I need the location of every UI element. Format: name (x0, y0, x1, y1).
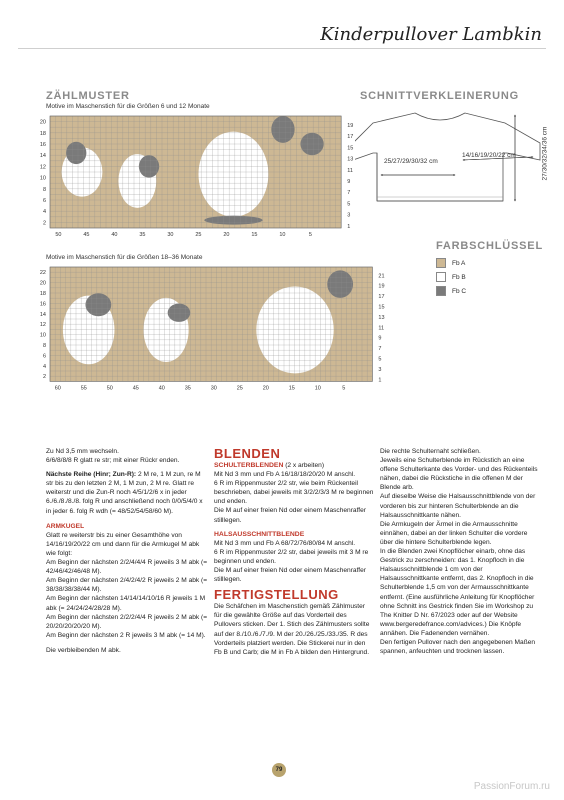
legend-item-fb-c: Fb C (436, 284, 466, 298)
left-tick: 8 (42, 343, 46, 349)
left-tick: 2 (42, 220, 46, 227)
right-tick: 13 (347, 156, 354, 163)
right-tick: 15 (378, 304, 385, 311)
swatch-fb-b (436, 272, 446, 282)
bottom-tick: 50 (106, 385, 113, 392)
right-tick: 1 (378, 377, 382, 384)
legend-item-fb-b: Fb B (436, 270, 466, 284)
right-tick: 11 (378, 325, 385, 332)
right-tick: 5 (378, 356, 382, 363)
text-column-2: BLENDEN SCHULTERBLENDEN (2 x arbeiten) Mit Nd 3 mm und Fb A 16/18/18/20/20 M anschl. 6 R im Rippenmuster 2/2 str, wie beim Rückenteil beschrieben, dabei jeweils mit 3/2/2/3/3 M re beginnen und enden. Die M auf einer freien Nd oder einem Maschenraffer stilllegen. HALSAUSSCHNITTBLENDE Mit Nd 3 mm und Fb A 68/72/76/80/84 M anschl. 6 R im Rippenmuster 2/2 str, dabei jeweils mit 3 M re beginnen und enden. Die M auf einer freien Nd oder einem Maschenraffer stilllegen. FERTIGSTELLUNG Die Schäfchen im Maschenstich gemäß Zählmuster für die gewählte Größe auf das Vorderteil des Pullovers sticken. Der 1. Stich des Zählmusters sollte auf der 8./10./6./7./9. M der 20./26./25./33./35. R des Vorderteils platziert werden. Die Stickerei nur in den Fb B und Carb; die M in Fb A bilden den Hintergrund. (214, 446, 374, 656)
swatch-fb-a (436, 258, 446, 268)
chart2-svg (30, 263, 420, 408)
right-tick: 9 (347, 178, 351, 185)
bottom-tick: 5 (308, 232, 312, 238)
right-tick: 13 (378, 314, 385, 321)
left-tick: 16 (39, 142, 46, 148)
bottom-tick: 15 (288, 385, 295, 392)
right-tick: 19 (347, 122, 354, 129)
blenden-heading: BLENDEN (214, 446, 281, 461)
legend-title: FARBSCHLÜSSEL (436, 240, 543, 252)
bottom-tick: 15 (251, 232, 258, 238)
left-tick: 6 (42, 198, 46, 204)
left-tick: 22 (39, 270, 46, 277)
left-tick: 10 (39, 175, 46, 182)
left-tick: 12 (39, 164, 46, 171)
width-dimension: 25/27/29/30/32 cm (384, 158, 438, 165)
left-tick: 4 (42, 363, 46, 370)
armkugel-heading: ARMKUGEL (46, 522, 85, 530)
left-tick: 18 (39, 130, 46, 137)
left-tick: 8 (42, 186, 46, 193)
bottom-tick: 45 (83, 232, 90, 238)
right-tick: 7 (347, 190, 351, 197)
left-tick: 18 (39, 291, 46, 297)
left-tick: 12 (39, 322, 46, 329)
left-tick: 2 (42, 374, 46, 381)
chart2-caption: Motive im Maschenstich für die Größen 18–36 Monate (46, 254, 203, 261)
text-column-1: Zu Nd 3,5 mm wechseln. 6/6/8/8/8 R glatt re str; mit einer Rückr enden. Nächste Reihe (Hinr; Zun-R): 2 M re, 1 M zun, re M str bis zu den letzten 2 M, 1 M zun, 2 M re. Glatt re weiterstr und die Zun-R noch 4/5/1/2/6 x in jeder 6./6./8./8./8. folg R und anschließend noch 0/0/5/4/0 x in jeder 6. folg R wdh (= 48/52/54/58/60 M). ARMKUGEL Glatt re weiterstr bis zu einer Gesamthöhe von 14/16/19/20/22 cm und dann für die Armkugel M abk wie folgt: Am Beginn der nächsten 2/2/4/4/4 R jeweils 3 M abk (= 42/46/42/46/48 M). Am Beginn der nächsten 2/4/2/4/2 R jeweils 2 M abk (= 38/38/38/38/44 M). Am Beginn der nächsten 14/14/14/10/16 R jeweils 1 M abk (= 24/24/24/28/28 M). Am Beginn der nächsten 2/2/2/4/4 R jeweils 2 M abk (= 20/20/20/20/20 M). Am Beginn der nächsten 2 R jeweils 3 M abk (= 14 M). Die verbleibenden M abk. (46, 448, 208, 654)
bottom-tick: 60 (54, 385, 61, 392)
bottom-tick: 20 (223, 232, 230, 238)
header-rule (18, 48, 546, 49)
bottom-tick: 30 (210, 385, 217, 392)
left-tick: 10 (39, 332, 46, 339)
watermark: PassionForum.ru (473, 781, 550, 792)
length-dimension: 27/30/32/34/36 cm (541, 126, 549, 181)
left-tick: 16 (39, 301, 46, 308)
left-tick: 14 (39, 153, 46, 160)
text-column-3: Die rechte Schulternaht schließen. Jeweils eine Schulterblende im Rückstich an eine offene Schulterkante des Vorder- und des Rückenteils nähen, dabei die Rückstiche in die offenen M der Blende arb. Auf dieselbe Weise die Halsausschnittblende von der vorderen bis zur hinteren Schulterblende an die Halsausschnittkante nähen. Die Armkugeln der Ärmel in die Armausschnitte einnähen, dabei an der linken Schulter die vordere über die hintere Schulterblende legen. In die Blenden zwei Knopflöcher einarb, ohne das Gestrick zu zerschneiden: das 1. Knopfloch in die Halsausschnittblende 1 cm von der Halsausschnittkante entfernt, das 2. Knopfloch in die Schulterblende 1,5 cm von der Armausschnittkante entfernt. (Eine ausführliche Anleitung für Knopflöcher ohne Schnitt ins Gestrick finden Sie im Workshop zu The Knitter D Nr. 67/2023 oder auf der Website www.bergeredefrance.com/advices.) Die Knöpfe annähen. Die Fadenenden vernähen. Den fertigen Pullover nach den angegebenen Maßen spannen, anfeuchten und trocknen lassen. (380, 448, 538, 656)
bottom-tick: 10 (314, 385, 321, 392)
page-number: 79 (272, 763, 286, 777)
bottom-tick: 25 (236, 385, 243, 392)
bottom-tick: 35 (139, 232, 146, 238)
page-title: Kinderpullover Lambkin (320, 24, 542, 45)
schematic-title: SCHNITTVERKLEINERUNG (360, 90, 520, 102)
chart1-caption: Motive im Maschenstich für die Größen 6 und 12 Monate (46, 103, 210, 110)
color-legend (436, 256, 466, 298)
left-tick: 4 (42, 209, 46, 216)
right-tick: 19 (378, 283, 385, 290)
left-tick: 6 (42, 353, 46, 360)
bottom-tick: 20 (262, 385, 269, 392)
sleeve-dimension: 14/16/19/20/22 cm (462, 152, 516, 159)
legend-item-fb-a: Fb A (436, 256, 466, 270)
right-tick: 17 (347, 134, 354, 141)
bottom-tick: 40 (111, 232, 118, 238)
right-tick: 17 (378, 294, 385, 301)
fertigstellung-heading: FERTIGSTELLUNG (214, 587, 339, 603)
swatch-fb-c (436, 286, 446, 296)
right-tick: 11 (347, 167, 353, 174)
bottom-tick: 45 (132, 385, 139, 392)
bottom-tick: 35 (184, 385, 191, 392)
left-tick: 14 (39, 311, 46, 318)
right-tick: 5 (347, 201, 351, 208)
bottom-tick: 25 (195, 232, 202, 238)
bottom-tick: 5 (342, 385, 346, 392)
bottom-tick: 55 (80, 385, 87, 392)
right-tick: 1 (347, 223, 351, 230)
bottom-tick: 30 (167, 232, 174, 238)
right-tick: 7 (378, 346, 382, 353)
right-tick: 21 (378, 273, 385, 280)
chart-section-title: ZÄHLMUSTER (46, 90, 130, 102)
chart1-svg (30, 112, 360, 247)
bottom-tick: 40 (158, 385, 165, 392)
left-tick: 20 (39, 119, 46, 126)
bottom-tick: 10 (279, 232, 286, 238)
bottom-tick: 50 (55, 232, 62, 238)
right-tick: 15 (347, 145, 354, 152)
right-tick: 3 (347, 212, 351, 219)
left-tick: 20 (39, 280, 46, 287)
right-tick: 3 (378, 366, 382, 373)
right-tick: 9 (378, 335, 382, 342)
